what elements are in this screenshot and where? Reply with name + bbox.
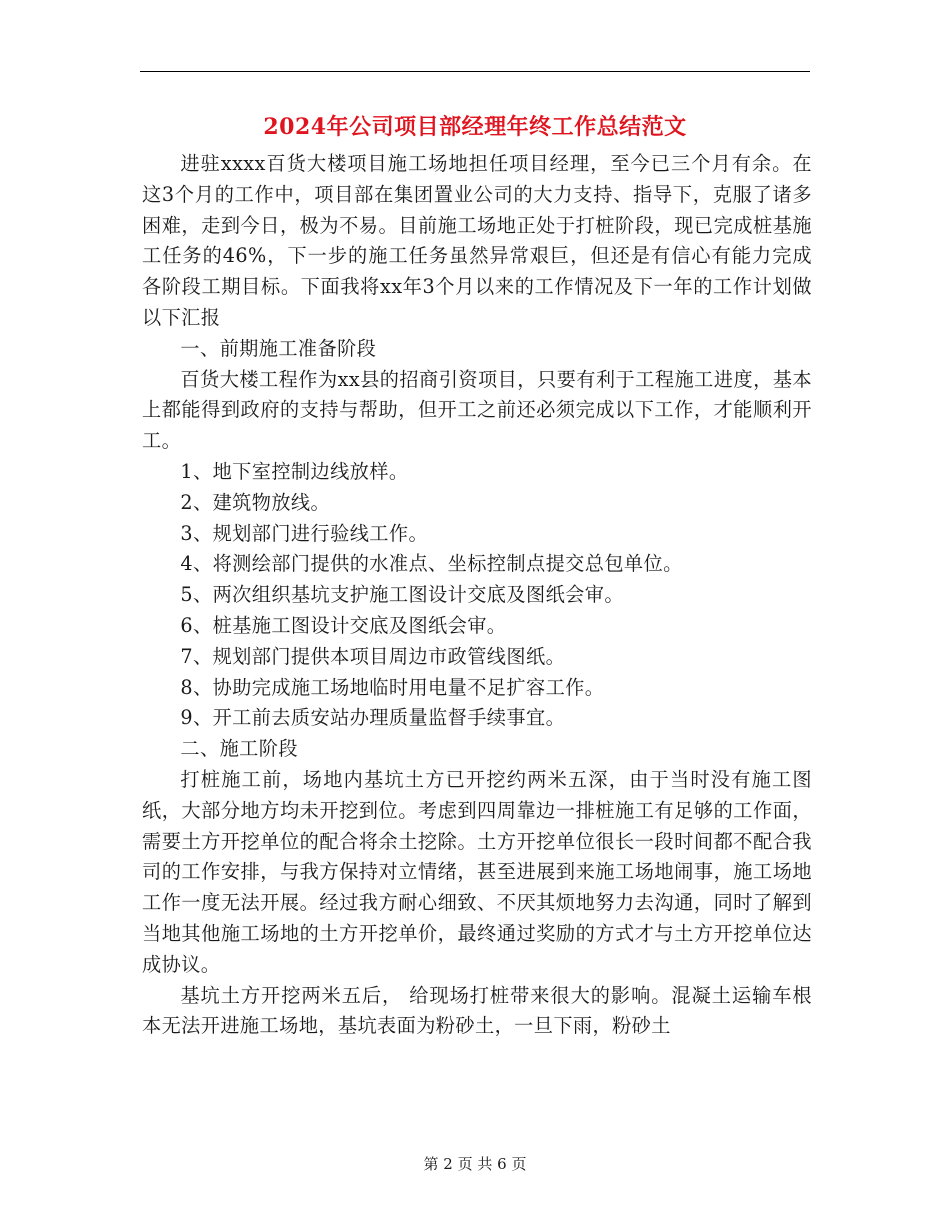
document-title: 2024年公司项目部经理年终工作总结范文 <box>263 114 687 140</box>
section-heading: 二、施工阶段 <box>180 737 298 761</box>
list-item: 7、规划部门提供本项目周边市政管线图纸。 <box>180 644 566 668</box>
document-body <box>142 149 812 1042</box>
list-item: 4、将测绘部门提供的水准点、坐标控制点提交总包单位。 <box>180 552 683 576</box>
list-item: 3、规划部门进行验线工作。 <box>180 521 429 545</box>
list-item: 9、开工前去质安站办理质量监督手续事宜。 <box>180 706 566 730</box>
paragraph: 百货大楼工程作为xx县的招商引资项目，只要有利于工程施工进度，基本上都能得到政府的支持与帮助，但开工之前还必须完成以下工作，才能顺利开工。 <box>142 367 812 453</box>
list-item: 8、协助完成施工场地临时用电量不足扩容工作。 <box>180 675 605 699</box>
list-item: 6、桩基施工图设计交底及图纸会审。 <box>180 613 507 637</box>
header-rule <box>140 71 810 72</box>
list-item: 2、建筑物放线。 <box>180 490 331 514</box>
paragraph: 打桩施工前，场地内基坑土方已开挖约两米五深，由于当时没有施工图纸，大部分地方均未开挖到位。考虑到四周靠边一排桩施工有足够的工作面，需要土方开挖单位的配合将余土挖除。土方开挖单位很长一段时间都不配合我司的工作安排，与我方保持对立情绪，甚至进展到来施工场地闹事，施工场地工作一度无法开展。经过我方耐心细致、不厌其烦地努力去沟通，同时了解到当地其他施工场地的土方开挖单价，最终通过奖励的方式才与土方开挖单位达成协议。 <box>142 767 812 976</box>
list-item: 1、地下室控制边线放样。 <box>180 459 409 483</box>
section-heading: 一、前期施工准备阶段 <box>180 336 377 360</box>
page-number: 第 2 页 共 6 页 <box>423 1155 527 1173</box>
paragraph: 进驻xxxx百货大楼项目施工场地担任项目经理，至今已三个月有余。在这3个月的工作中，项目部在集团置业公司的大力支持、指导下，克服了诸多困难，走到今日，极为不易。目前施工场地正处于打桩阶段，现已完成桩基施工任务的46%，下一步的施工任务虽然异常艰巨，但还是有信心有能力完成各阶段工期目标。下面我将xx年3个月以来的工作情况及下一年的工作计划做以下汇报 <box>142 152 812 329</box>
paragraph: 基坑土方开挖两米五后， 给现场打桩带来很大的影响。混凝土运输车根本无法开进施工场地，基坑表面为粉砂土，一旦下雨，粉砂土 <box>142 983 812 1038</box>
page-footer <box>0 1152 950 1176</box>
list-item: 5、两次组织基坑支护施工图设计交底及图纸会审。 <box>180 583 624 607</box>
